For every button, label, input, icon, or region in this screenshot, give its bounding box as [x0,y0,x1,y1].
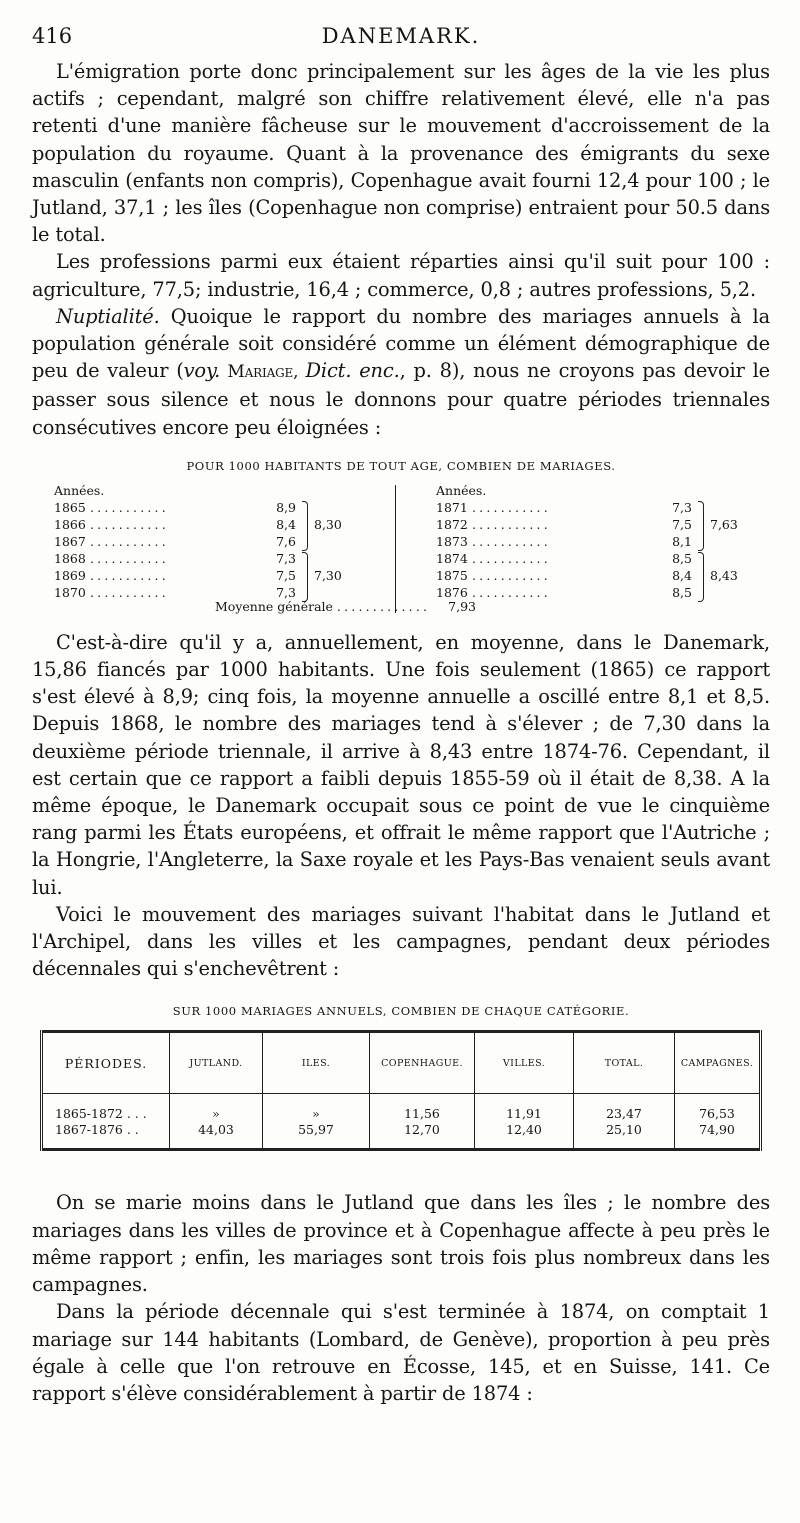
left-average-1: 8,30 [314,516,342,532]
paragraph-decennial: Dans la période décennale qui s'est terminée à 1874, on comptait 1 mariage sur 144 habitants (Lombard, de Genève), proportion à peu près égale à celle que l'on retrouve en Écosse, 145, et en Suisse, 141. Ce rapport s'élève considérablement à partir de 1874 : [32,1300,770,1405]
left-average-2: 7,30 [314,567,342,583]
right-header: Années. [436,482,487,498]
mariage-ref: Mariage, [220,362,306,383]
dict-ref: Dict. enc. [305,359,400,383]
section-heading-nuptialite: Nuptialité. [56,304,160,328]
table1-right-column [436,483,770,601]
col-villes: VILLES. [475,1032,574,1094]
table1-divider [395,485,396,613]
general-average-value: 7,93 [448,598,477,614]
table-row: 1865-1872 . . . 1867-1876 . . » 44,03 » 55,97 11,56 12,70 11,91 12,40 23,47 25,10 76,53 74,90 [42,1094,761,1150]
table-row: 1871 ........... 7,3 [436,499,692,515]
table-row: 1870 ........... 7,3 [54,584,296,600]
col-iles: ILES. [263,1032,370,1094]
table-row: 1865 ........... 8,9 [54,499,296,515]
table-row: 1868 ........... 7,3 [54,550,296,566]
table1-left-column [54,483,374,601]
page-header [32,24,770,58]
paragraph-analysis: C'est-à-dire qu'il y a, annuellement, en moyenne, dans le Danemark, 15,86 fiancés par 1000 habitants. Une fois seulement (1865) ce rapport s'est élevé à 8,9; cinq fois, la moyenne annuelle a oscillé entre 8,1 et 8,5. Depuis 1868, le nombre des mariages tend à s'élever ; de 7,30 dans la deuxième période triennale, il arrive à 8,43 entre 1874-76. Cependant, il est certain que ce rapport a faibli depuis 1855-59 où il était de 8,38. A la même époque, le Danemark occupait sous ce point de vue le cinquième rang parmi les États européens, et offrait le même rapport que l'Autriche ; la Hongrie, l'Angleterre, la Saxe royale et les Pays-Bas venaient seuls avant lui. [32,630,770,899]
table1-caption: POUR 1000 HABITANTS DE TOUT AGE, COMBIEN DE MARIAGES. [186,458,616,473]
brace [698,501,704,551]
col-campagnes: CAMPAGNES. [675,1032,761,1094]
brace [302,552,308,602]
nuptialite-text-before: Quoique le rapport du nombre des mariages annuels à la population générale soit considéré comme un élément démographique de peu de valeur ( [32,304,770,383]
paragraph-professions: Les professions parmi eux étaient réparties ainsi qu'il suit pour 100 : agriculture, 77,5; industrie, 16,4 ; commerce, 0,8 ; autres professions, 5,2. [32,250,770,301]
brace [302,501,308,551]
table-row: 1873 ........... 8,1 [436,533,692,549]
page [32,24,770,1407]
page-number: 416 [32,24,73,48]
paragraph-intro-table2: Voici le mouvement des mariages suivant l'habitat dans le Jutland et l'Archipel, dans les villes et les campagnes, pendant deux périodes décennales qui s'enchevêtrent : [32,902,770,981]
table-row: 1867 ........... 7,6 [54,533,296,549]
nuptialite-text-after: , p. 8), nous ne croyons pas devoir le passer sous silence et nous le donnons pour quatre périodes triennales consécutives encore peu éloignées : [32,359,770,439]
col-copenhague: COPENHAGUE. [370,1032,475,1094]
paragraph-nuptialite [32,303,770,441]
table-row: 1876 ........... 8,5 [436,584,692,600]
table2-caption: SUR 1000 MARIAGES ANNUELS, COMBIEN DE CHAQUE CATÉGORIE. [172,1004,630,1019]
table-row: 1869 ........... 7,5 [54,567,296,583]
running-title: DANEMARK. [321,24,481,48]
right-average-2: 8,43 [710,567,738,583]
col-total: TOTAL. [574,1032,675,1094]
col-periodes: PÉRIODES. [42,1032,170,1094]
col-jutland: JUTLAND. [170,1032,263,1094]
brace [698,552,704,602]
paragraph-comparison: On se marie moins dans le Jutland que dans les îles ; le nombre des mariages dans les villes de province et à Copenhague affecte à peu près le même rapport ; enfin, les mariages sont trois fois plus nombreux dans les campagnes. [32,1191,770,1297]
marriage-category-table [40,1030,762,1151]
marriage-rate-table [32,483,770,615]
table-row: 1875 ........... 8,4 [436,567,692,583]
left-header: Années. [54,482,105,498]
table-row: 1874 ........... 8,5 [436,550,692,566]
table-row: 1866 ........... 8,4 [54,516,296,532]
general-average: Moyenne générale ............. 7,93 [215,598,477,614]
table-header-row [42,1032,761,1094]
right-average-1: 7,63 [710,516,738,532]
table-row: 1872 ........... 7,5 [436,516,692,532]
paragraph-emigration: L'émigration porte donc principalement sur les âges de la vie les plus actifs ; cependant, malgré son chiffre relativement élevé, elle n'a pas retenti d'une manière fâcheuse sur le mouvement d'accroissement de la population du royaume. Quant à la provenance des émigrants du sexe masculin (enfants non compris), Copenhague avait fourni 12,4 pour 100 ; le Jutland, 37,1 ; les îles (Copenhague non comprise) entraient pour 50.5 dans le total. [32,60,770,247]
voy-ref: voy. [183,359,221,383]
